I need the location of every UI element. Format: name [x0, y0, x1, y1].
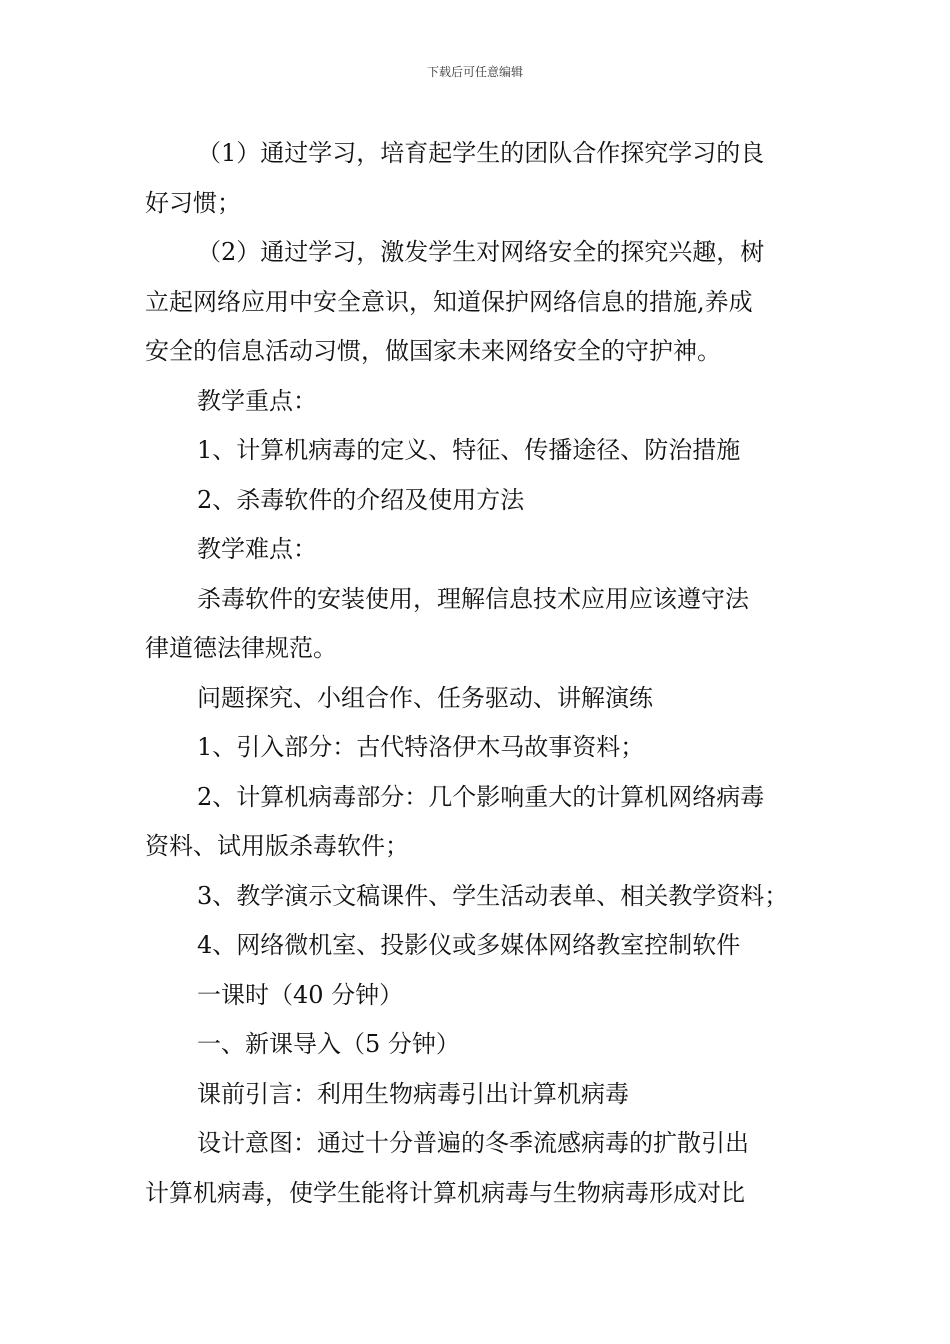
paragraph-line: 3、教学演示文稿课件、学生活动表单、相关教学资料； [197, 881, 789, 910]
paragraph-line: 计算机病毒，使学生能将计算机病毒与生物病毒形成对比 [145, 1178, 745, 1207]
paragraph-line: 2、杀毒软件的介绍及使用方法 [197, 485, 525, 514]
document-body [145, 129, 810, 1218]
paragraph-line: 1、引入部分：古代特洛伊木马故事资料； [197, 733, 645, 761]
paragraph-line: 好习惯； [145, 188, 241, 217]
paragraph-line: 课前引言：利用生物病毒引出计算机病毒 [197, 1079, 629, 1108]
page-header-note: 下载后可任意编辑 [426, 65, 523, 79]
section-heading: 教学重点： [197, 386, 317, 415]
paragraph-line: 一课时（40 分钟） [197, 980, 404, 1009]
paragraph-line: 立起网络应用中安全意识，知道保护网络信息的措施,养成 [145, 287, 753, 316]
paragraph-line: 律道德法律规范。 [145, 634, 337, 662]
paragraph-line: 杀毒软件的安装使用，理解信息技术应用应该遵守法 [197, 584, 749, 613]
paragraph-line: 4、网络微机室、投影仪或多媒体网络教室控制软件 [197, 931, 741, 959]
paragraph-line: 2、计算机病毒部分：几个影响重大的计算机网络病毒 [197, 782, 765, 811]
section-heading: 一、新课导入（5 分钟） [197, 1030, 460, 1058]
paragraph-line: （1）通过学习，培育起学生的团队合作探究学习的良 [197, 139, 765, 167]
paragraph-line: 问题探究、小组合作、任务驱动、讲解演练 [197, 683, 653, 712]
paragraph-line: 设计意图：通过十分普遍的冬季流感病毒的扩散引出 [197, 1129, 749, 1157]
paragraph-line: 1、计算机病毒的定义、特征、传播途径、防治措施 [197, 436, 741, 464]
paragraph-line: 安全的信息活动习惯，做国家未来网络安全的守护神。 [145, 337, 721, 365]
section-heading: 教学难点： [197, 535, 317, 563]
paragraph-line: （2）通过学习，激发学生对网络安全的探究兴趣，树 [197, 238, 765, 266]
paragraph-line: 资料、试用版杀毒软件； [145, 832, 409, 860]
